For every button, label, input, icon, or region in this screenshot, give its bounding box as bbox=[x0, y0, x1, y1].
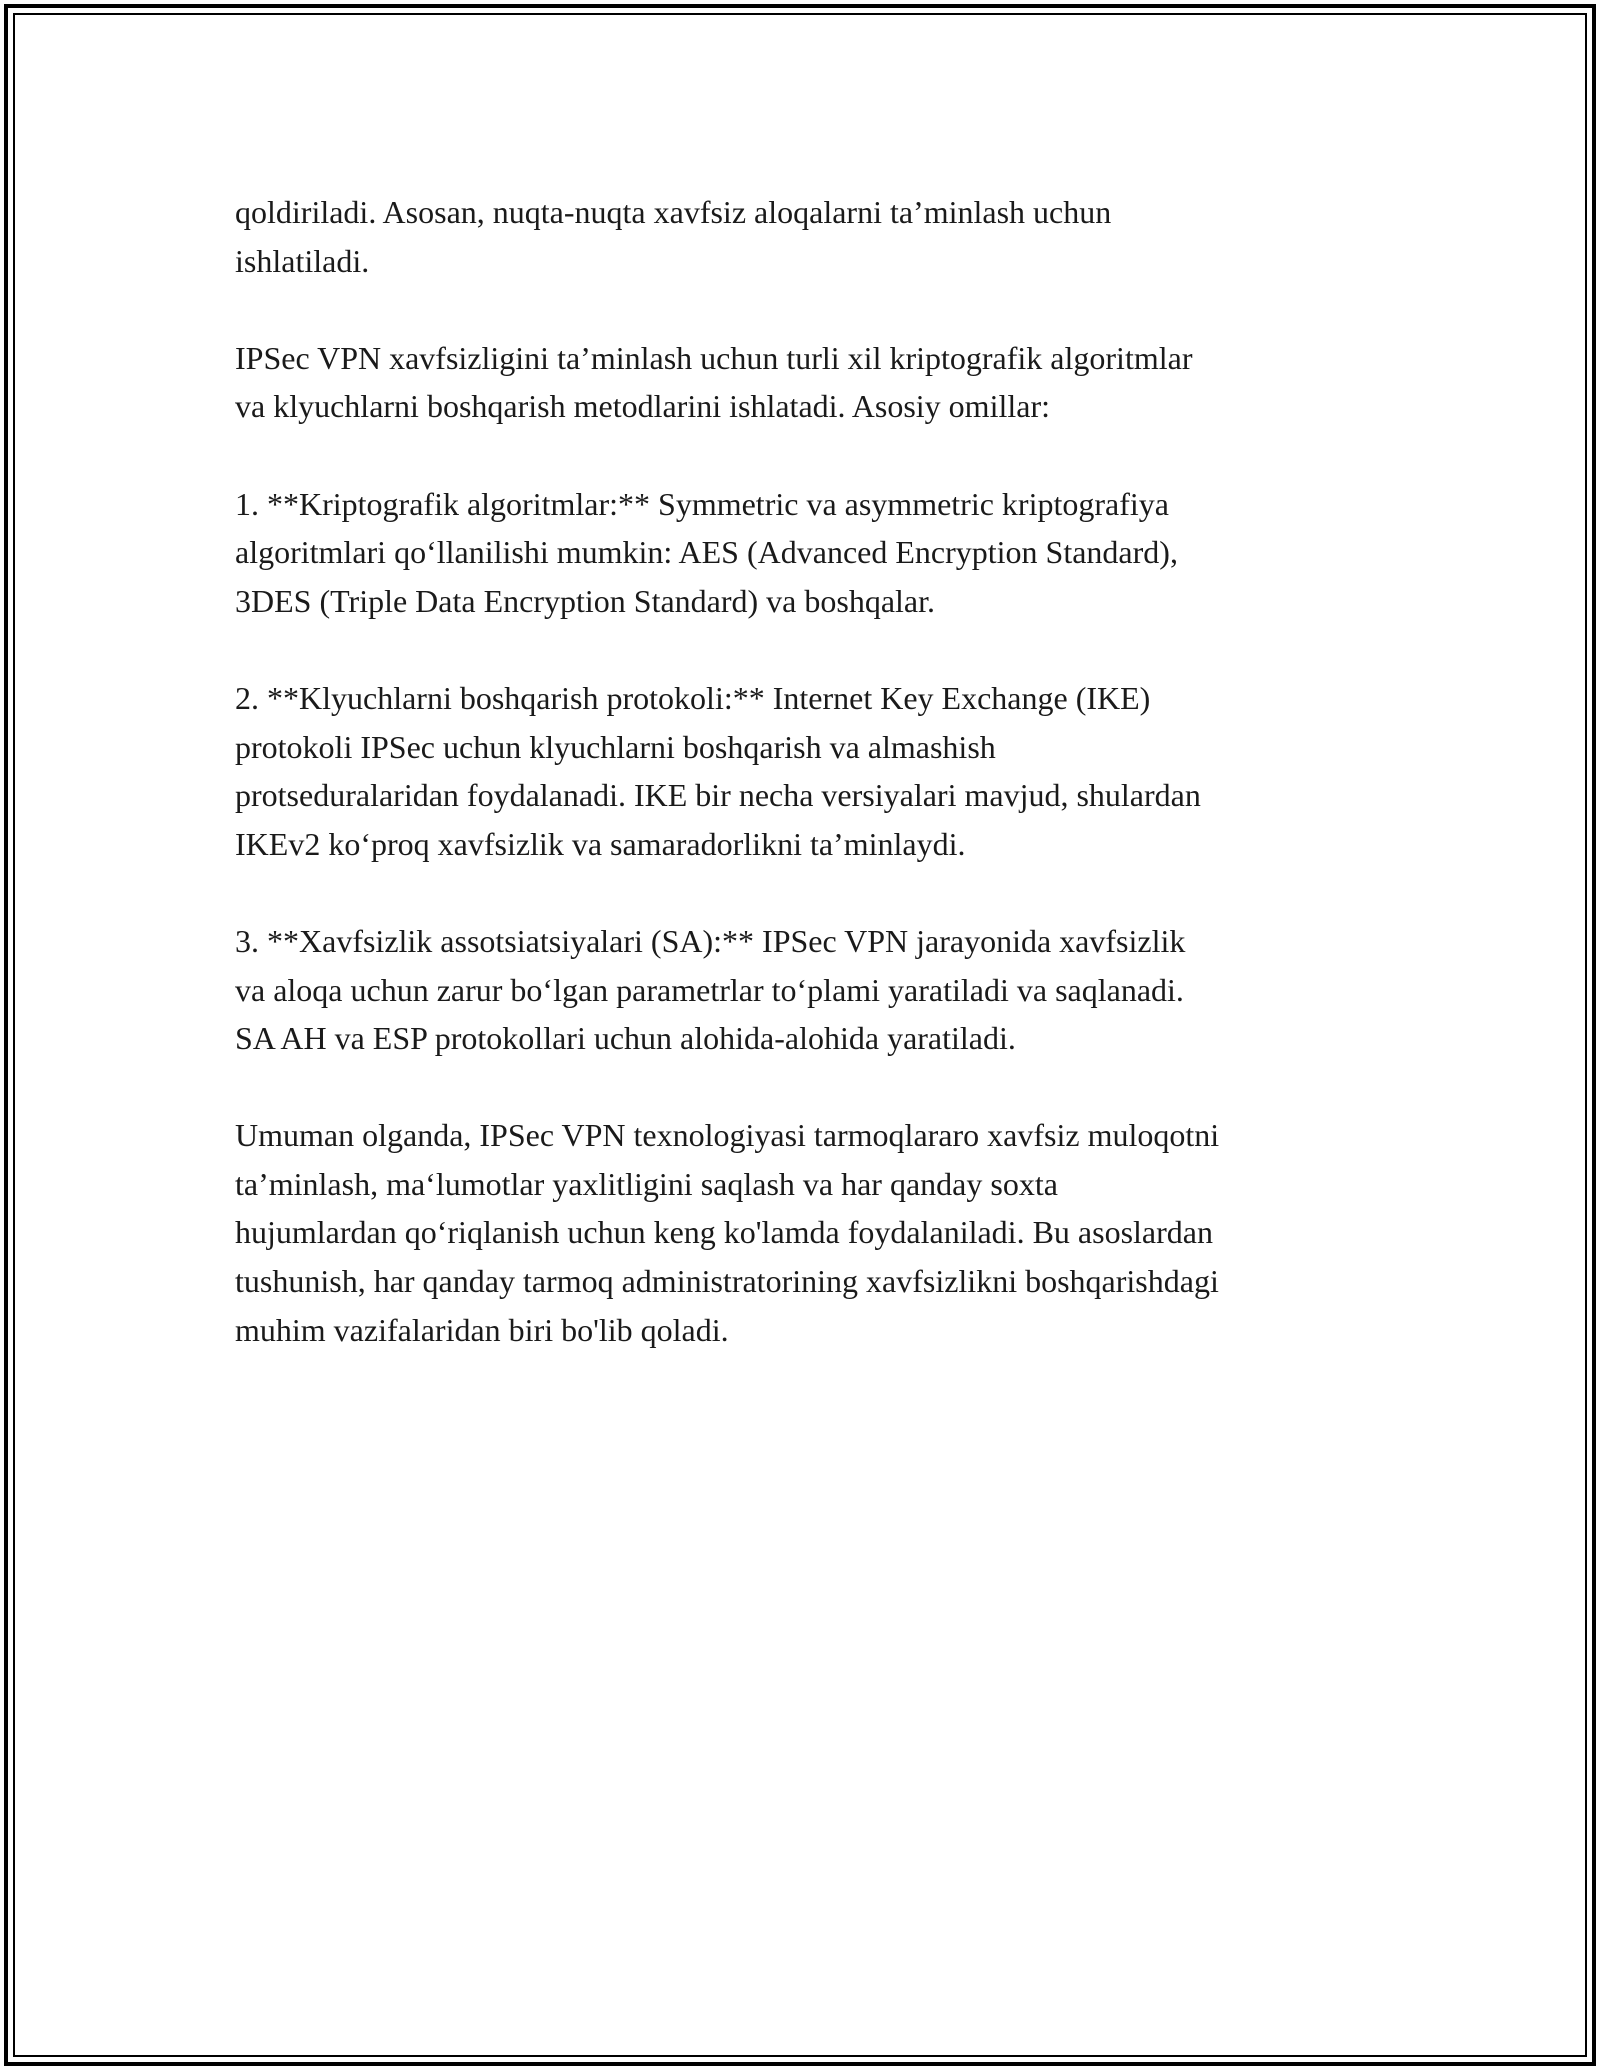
text-line: Umuman olganda, IPSec VPN texnologiyasi tarmoqlararo xavfsiz muloqotni bbox=[235, 1117, 1220, 1154]
paragraph-intro bbox=[235, 334, 1385, 431]
text-line: 2. **Klyuchlarni boshqarish protokoli:** Internet Key Exchange (IKE) bbox=[235, 679, 1151, 716]
document-body bbox=[235, 188, 1385, 1354]
paragraph-continuation bbox=[235, 188, 1385, 285]
text-line: qoldiriladi. Asosan, nuqta-nuqta xavfsiz aloqalarni ta’minlash uchun bbox=[235, 194, 1112, 230]
text-line: muhim vazifalaridan biri bo'lib qoladi. bbox=[235, 1311, 729, 1348]
list-item-crypto-algorithms bbox=[235, 480, 1385, 626]
text-line: protseduralaridan foydalanadi. IKE bir necha versiyalari mavjud, shulardan bbox=[235, 777, 1201, 814]
text-line: va aloqa uchun zarur bo‘lgan parametrlar to‘plami yaratiladi va saqlanadi. bbox=[235, 971, 1184, 1008]
list-item-security-associations bbox=[235, 917, 1385, 1063]
text-line: 3DES (Triple Data Encryption Standard) va boshqalar. bbox=[235, 582, 936, 619]
text-line: tushunish, har qanday tarmoq administratorining xavfsizlikni boshqarishdagi bbox=[235, 1263, 1219, 1300]
text-line: algoritmlari qo‘llanilishi mumkin: AES (Advanced Encryption Standard), bbox=[235, 534, 1178, 571]
list-item-key-management bbox=[235, 674, 1385, 868]
text-line: IPSec VPN xavfsizligini ta’minlash uchun turli xil kriptografik algoritmlar bbox=[235, 339, 1193, 376]
paragraph-conclusion bbox=[235, 1111, 1385, 1354]
text-line: ishlatiladi. bbox=[235, 242, 370, 279]
text-line: 1. **Kriptografik algoritmlar:** Symmetric va asymmetric kriptografiya bbox=[235, 485, 1169, 522]
text-line: IKEv2 ko‘proq xavfsizlik va samaradorlikni ta’minlaydi. bbox=[235, 825, 966, 862]
text-line: ta’minlash, ma‘lumotlar yaxlitligini saqlash va har qanday soxta bbox=[235, 1165, 1058, 1202]
text-line: va klyuchlarni boshqarish metodlarini ishlatadi. Asosiy omillar: bbox=[235, 388, 1050, 425]
text-line: hujumlardan qo‘riqlanish uchun keng ko'lamda foydalaniladi. Bu asoslardan bbox=[235, 1214, 1213, 1251]
text-line: SA AH va ESP protokollari uchun alohida-alohida yaratiladi. bbox=[235, 1020, 1016, 1057]
text-line: protokoli IPSec uchun klyuchlarni boshqarish va almashish bbox=[235, 728, 996, 765]
text-line: 3. **Xavfsizlik assotsiatsiyalari (SA):** IPSec VPN jarayonida xavfsizlik bbox=[235, 922, 1186, 959]
